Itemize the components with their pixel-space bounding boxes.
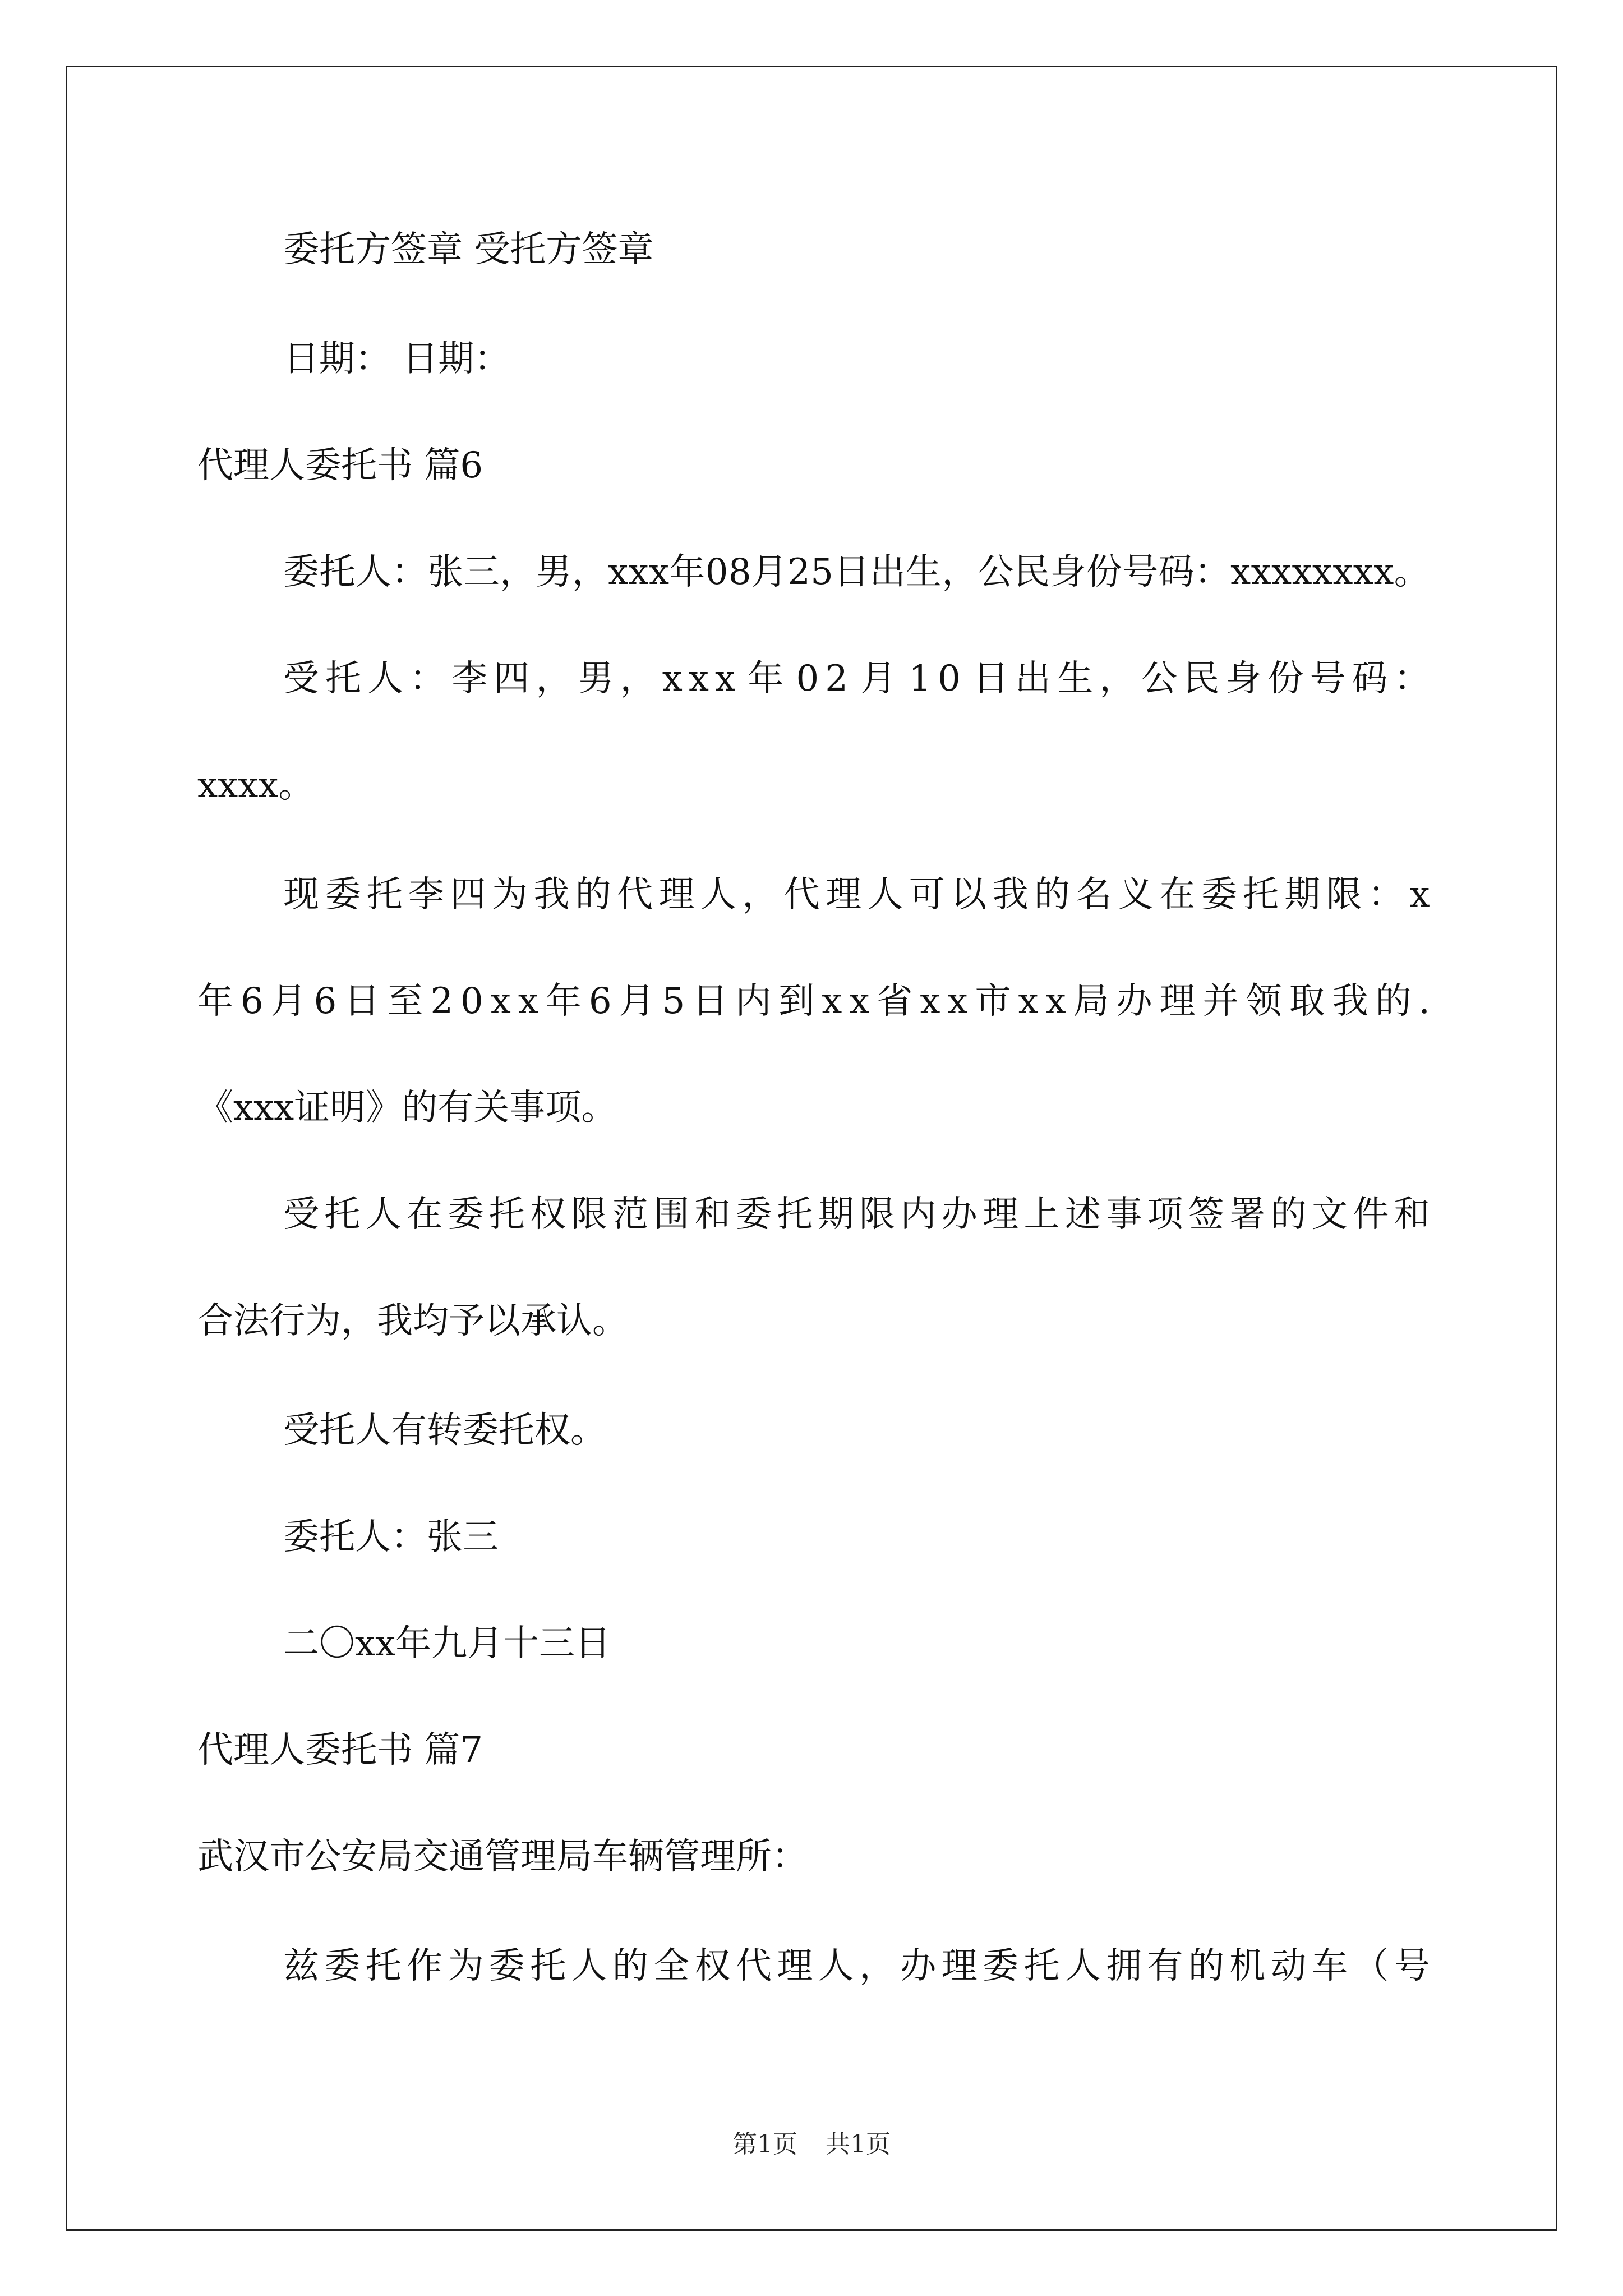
agent-line: 受 托 人 ： 李 四 ， 男 ， x x x 年 0 2 月 1 0 日 出 生 ， 公 民 身 份 号 码 ： [283,658,1430,700]
agent-line-cont: xxxx。 [197,765,315,806]
page-number-total: 共1页 [826,2130,891,2159]
body-paragraph-1-cont: 年 6 月 6 日 至 2 0 x x 年 6 月 5 日 内 到 x x 省 x x 市 x x 局 办 理 并 领 取 我 的 . [197,981,1430,1022]
body-paragraph-2: 受 托 人 在 委 托 权 限 范 围 和 委 托 期 限 内 办 理 上 述 事 项 签 署 的 文 件 和 [283,1194,1430,1235]
page-footer [0,2129,1623,2160]
addressee-line: 武汉市公安局交通管理局车辆管理所： [197,1836,808,1878]
principal-sign-line: 委托人：张三 [283,1516,499,1558]
section-heading-6: 代理人委托书 篇6 [197,445,483,486]
section-heading-7: 代理人委托书 篇7 [197,1729,483,1771]
page-number-current: 第1页 [732,2130,797,2159]
principal-line: 委 托 人 ： 张 三 ， 男 ， x x x 年 0 8 月 2 5 日 出 生 ， 公 民 身 份 号 码 ： x x x x x x x x 。 [283,551,1430,593]
body-paragraph-1-end: 《xxx证明》的有关事项。 [197,1087,617,1129]
body-paragraph-1: 现 委 托 李 四 为 我 的 代 理 人 ， 代 理 人 可 以 我 的 名 义 在 委 托 期 限 ： x [283,874,1430,915]
signature-line: 委托方签章 受托方签章 [283,229,654,270]
date-line: 日期： 日期： [283,338,510,380]
date-written-line: 二〇xx年九月十三日 [283,1623,611,1664]
body-paragraph-2-end: 合法行为，我均予以承认。 [197,1300,628,1342]
page-border [66,66,1557,2231]
body-paragraph-3: 兹 委 托 作 为 委 托 人 的 全 权 代 理 人 ， 办 理 委 托 人 拥 有 的 机 动 车 （ 号 [283,1945,1430,1987]
sub-delegation-line: 受托人有转委托权。 [283,1410,606,1451]
